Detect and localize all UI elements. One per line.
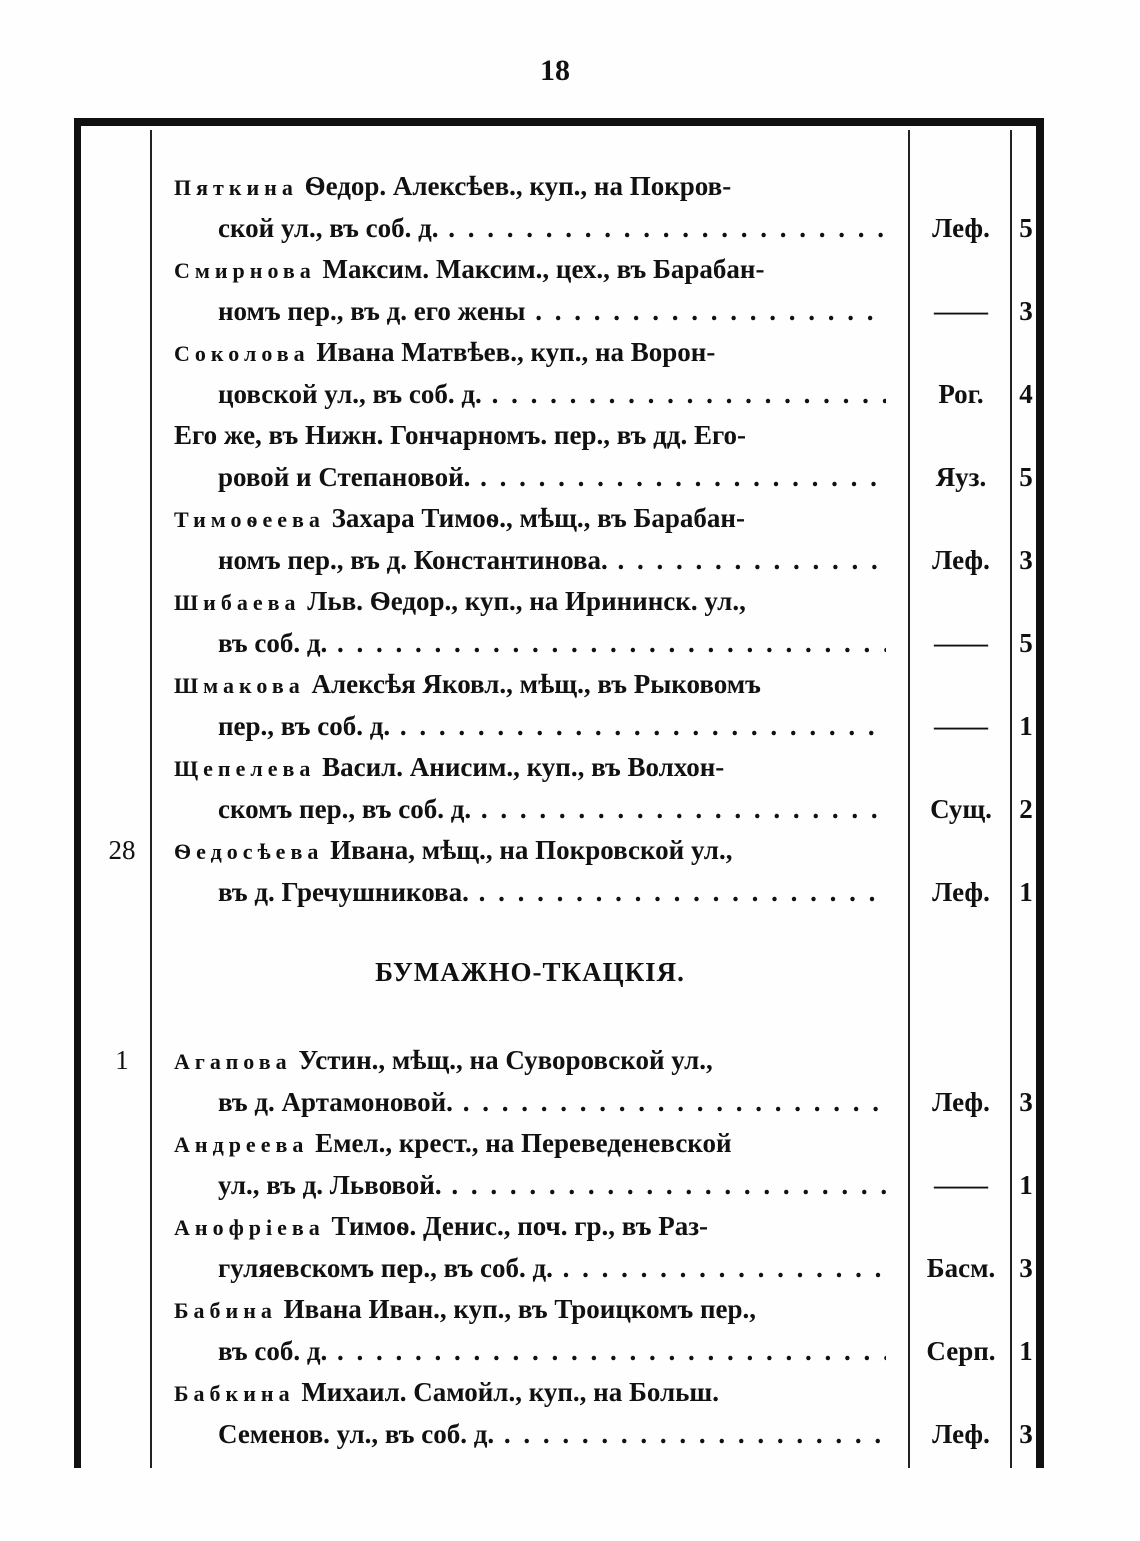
- entry-surname: Шибаева: [174, 590, 301, 615]
- entry-surname: Бабкина: [174, 1381, 295, 1406]
- entry-details: Михаил. Самойл., куп., на Больш.: [294, 1377, 719, 1407]
- entry-details: Захара Тимоѳ., мѣщ., въ Барабан-: [324, 503, 745, 533]
- entry-district: Яуз.: [935, 462, 987, 492]
- entry-line-2: [218, 789, 886, 829]
- entry-line-1: [174, 332, 886, 372]
- district-column-divider: [908, 130, 910, 1468]
- entry-district: Леф.: [932, 545, 990, 575]
- entry-surname: Щепелева: [174, 756, 316, 781]
- entry-surname: Бабина: [174, 1298, 277, 1323]
- entry-line-1: [174, 1372, 886, 1412]
- entry-district: ——: [934, 1170, 988, 1200]
- entry-line-2: [218, 1414, 886, 1454]
- table-left-rule: [74, 118, 81, 1468]
- table-top-rule: [74, 118, 1044, 126]
- entry-surname: Агапова: [174, 1049, 292, 1074]
- entry-surname: Ѳедосѣева: [174, 839, 324, 864]
- entry-address: ул., въ д. Львовой.: [218, 1170, 442, 1200]
- entry-address: въ соб. д.: [218, 628, 328, 658]
- entry-details: Ивана Иван., куп., въ Троицкомъ пер.,: [276, 1294, 757, 1324]
- entry-address: ровой и Степановой.: [218, 462, 471, 492]
- entry-part: 1: [1019, 877, 1033, 907]
- entry-address: Семенов. ул., въ соб. д.: [218, 1419, 495, 1449]
- entry-part: 5: [1019, 213, 1033, 243]
- entry-line-2: [218, 291, 886, 331]
- entry-district: Леф.: [932, 1419, 990, 1449]
- entry-district: Сущ.: [930, 794, 992, 824]
- entry-district: ——: [934, 711, 988, 741]
- entry-line-2: [218, 1248, 886, 1288]
- entry-address: скомъ пер., въ соб. д.: [218, 794, 472, 824]
- entry-part: 5: [1019, 462, 1033, 492]
- entry-district: Серп.: [926, 1336, 996, 1366]
- entry-address: номъ пер., въ д. Константинова.: [218, 545, 608, 575]
- entry-address: въ соб. д.: [218, 1336, 328, 1366]
- entry-number: 1: [115, 1045, 129, 1075]
- entry-part: 3: [1019, 296, 1033, 326]
- entry-line-1: [174, 166, 886, 206]
- part-column-divider: [1010, 130, 1012, 1468]
- entry-line-2: [218, 1082, 886, 1122]
- entry-line-1: [174, 581, 886, 621]
- entry-line-1: [174, 1123, 886, 1163]
- entry-line-2: [218, 1331, 886, 1371]
- entry-line-1: [174, 415, 886, 455]
- entry-part: 3: [1019, 1419, 1033, 1449]
- entry-line-2: [218, 623, 886, 663]
- entry-line-1: [174, 664, 886, 704]
- entry-address: цовской ул., въ соб. д.: [218, 379, 482, 409]
- entry-details: Максим. Максим., цех., въ Барабан-: [315, 254, 765, 284]
- entry-surname: Пяткина: [174, 175, 298, 200]
- entry-part: 4: [1019, 379, 1033, 409]
- entry-details: Емел., крест., на Переведеневской: [308, 1128, 732, 1158]
- entry-details: Ѳедор. Алексѣев., куп., на Покров-: [297, 171, 732, 201]
- entry-line-1: [174, 249, 886, 289]
- entry-district: Леф.: [932, 1087, 990, 1117]
- entry-line-1: [174, 1040, 886, 1080]
- entry-line-1: [174, 498, 886, 538]
- entry-line-1: [174, 830, 886, 870]
- entry-district: ——: [934, 296, 988, 326]
- entry-district: Рог.: [938, 379, 984, 409]
- entry-line-2: [218, 706, 886, 746]
- entry-details: Устин., мѣщ., на Суворовской ул.,: [291, 1045, 713, 1075]
- entry-details: Васил. Анисим., куп., въ Волхон-: [315, 752, 725, 782]
- entry-address: гуляевскомъ пер., въ соб. д.: [218, 1253, 553, 1283]
- entry-details: Ивана, мѣщ., на Покровской ул.,: [323, 835, 733, 865]
- entry-details: Тимоѳ. Денис., поч. гр., въ Раз-: [324, 1211, 709, 1241]
- entry-line-2: [218, 208, 886, 248]
- entry-part: 1: [1019, 1170, 1033, 1200]
- entry-district: Леф.: [932, 877, 990, 907]
- section-title: БУМАЖНО-ТКАЦКІЯ.: [375, 957, 685, 987]
- entry-line-2: [218, 374, 886, 414]
- entry-part: 5: [1019, 628, 1033, 658]
- entry-surname: Тимоѳеева: [174, 507, 325, 532]
- entry-surname: Смирнова: [174, 258, 316, 283]
- entry-address: пер., въ соб. д.: [218, 711, 391, 741]
- entry-district: Басм.: [926, 1253, 996, 1283]
- entry-number: 28: [108, 835, 136, 865]
- entry-district: Леф.: [932, 213, 990, 243]
- entry-address: номъ пер., въ д. его жены: [218, 296, 526, 326]
- entry-part: 1: [1019, 1336, 1033, 1366]
- entry-surname: Андреева: [174, 1132, 309, 1157]
- entry-line-1: [174, 1206, 886, 1246]
- entry-address: въ д. Гречушникова.: [218, 877, 469, 907]
- entry-surname: Шмакова: [174, 673, 305, 698]
- entry-details: Льв. Ѳедор., куп., на Ирининск. ул.,: [300, 586, 746, 616]
- entry-district: ——: [934, 628, 988, 658]
- entry-address: ской ул., въ соб. д.: [218, 213, 439, 243]
- entry-details: Алексѣя Яковл., мѣщ., въ Рыковомъ: [304, 669, 761, 699]
- entry-details: Его же, въ Нижн. Гончарномъ. пер., въ дд. Его-: [174, 420, 747, 450]
- entry-line-2: [218, 1165, 886, 1205]
- number-column-divider: [150, 130, 152, 1468]
- entry-line-2: [218, 540, 886, 580]
- entry-part: 3: [1019, 1253, 1033, 1283]
- entry-line-2: [218, 872, 886, 912]
- entry-part: 2: [1019, 794, 1033, 824]
- entry-line-2: [218, 457, 886, 497]
- entry-line-1: [174, 747, 886, 787]
- entry-address: въ д. Артамоновой.: [218, 1087, 453, 1117]
- entry-part: 3: [1019, 545, 1033, 575]
- entry-part: 1: [1019, 711, 1033, 741]
- entry-surname: Анофріева: [174, 1215, 325, 1240]
- entry-details: Ивана Матвѣев., куп., на Ворон-: [309, 337, 716, 367]
- entry-part: 3: [1019, 1087, 1033, 1117]
- page-number: 18: [540, 54, 570, 87]
- entry-line-1: [174, 1289, 886, 1329]
- entry-surname: Соколова: [174, 341, 310, 366]
